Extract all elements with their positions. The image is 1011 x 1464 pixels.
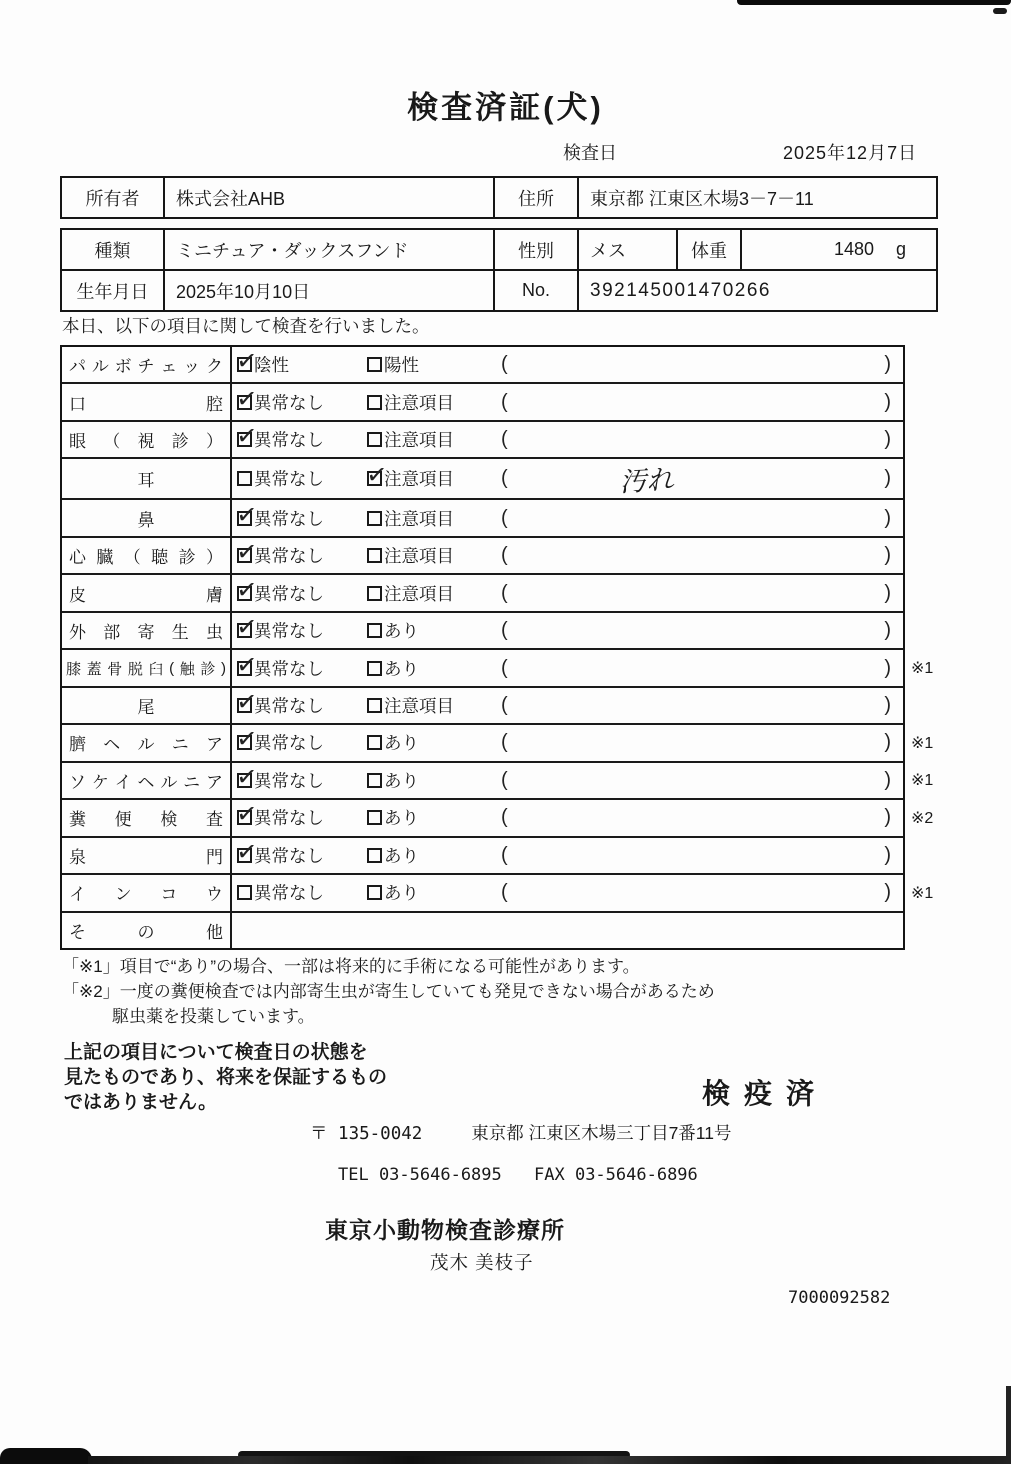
inspection-item-label: 臍 ヘ ル ニ ア: [62, 725, 232, 760]
inspection-item-label: 泉 門: [62, 838, 232, 873]
inspection-item-label: そ の 他: [62, 913, 232, 948]
inspection-row-body: [232, 575, 903, 610]
breed-value: ミニチュア・ダックスフンド: [165, 230, 495, 269]
checkbox-option: [362, 427, 497, 452]
weight-cell: [742, 230, 936, 269]
footnote-mark: ※2: [911, 809, 934, 827]
breed-label: 種類: [62, 230, 165, 269]
inspection-row: [62, 575, 903, 612]
handwritten-note: [458, 883, 834, 903]
handwritten-note: [458, 546, 834, 566]
owner-info-table: [60, 176, 938, 219]
checkbox-checked-icon: [234, 724, 259, 755]
checkbox-option: [362, 352, 497, 377]
handwritten-note: [458, 808, 834, 828]
checkbox-option: [232, 499, 362, 531]
inspection-item-label: 膝 蓋 骨 脱 臼 ( 触 診 ): [62, 650, 232, 685]
checkbox-option-label: 注意項目: [384, 546, 454, 567]
inspection-table: [60, 345, 934, 950]
handwritten-note: [458, 843, 834, 866]
close-paren: ): [884, 390, 891, 413]
sex-label: 性別: [495, 230, 579, 269]
inspection-row: [62, 613, 903, 650]
checkbox-option: [232, 649, 362, 681]
checkbox-option-label: あり: [384, 883, 419, 904]
close-paren: ): [884, 693, 891, 716]
checkbox-unchecked-icon: [367, 548, 382, 563]
handwritten-check-icon: ✓: [234, 537, 259, 568]
checkbox-option: [232, 421, 362, 452]
inspection-row: [62, 838, 903, 875]
handwritten-check-icon: ✓: [234, 762, 259, 793]
checkbox-checked-icon: [234, 837, 259, 868]
open-paren: (: [501, 581, 508, 604]
checkbox-unchecked-icon: [367, 698, 382, 713]
open-paren: (: [501, 843, 508, 866]
close-paren: ): [884, 843, 891, 866]
checkbox-option: [362, 880, 497, 905]
open-paren: (: [501, 544, 508, 567]
checkbox-checked-icon: [234, 574, 259, 605]
open-paren: (: [501, 390, 508, 413]
address-value: 東京都 江東区木場3－7－11: [590, 188, 814, 209]
checkbox-option-label: あり: [384, 621, 419, 642]
open-paren: (: [501, 353, 508, 376]
checkbox-option-label: 異常なし: [254, 508, 324, 529]
handwritten-note: [458, 430, 834, 450]
checkbox-option: [232, 383, 362, 415]
close-paren: ): [884, 881, 891, 904]
inspection-item-label: イ ン コ ウ: [62, 875, 232, 910]
inspection-row-body: [232, 384, 903, 419]
inspection-row-body: [232, 763, 903, 798]
checkbox-option: [232, 724, 362, 755]
pet-info-table: [60, 228, 938, 312]
footnote-mark: ※1: [911, 660, 934, 678]
inspection-row: [62, 799, 934, 837]
inspection-row: [62, 649, 934, 687]
remarks-field: [497, 582, 903, 605]
checkbox-option-label: 異常なし: [254, 392, 324, 413]
inspection-item-label: 眼 （ 視 診 ）: [62, 422, 232, 457]
open-paren: (: [501, 731, 508, 754]
open-paren: (: [501, 881, 508, 904]
checkbox-unchecked-icon: [367, 848, 382, 863]
checkbox-checked-icon: [234, 649, 259, 680]
handwritten-check-icon: ✓: [234, 574, 259, 605]
scan-artifact-top-edge: [737, 0, 1011, 5]
remarks-field: [497, 428, 903, 451]
remarks-field: [497, 459, 903, 498]
handwritten-check-icon: ✓: [234, 799, 259, 830]
remarks-field: [497, 769, 903, 792]
inspection-row-body: [232, 875, 903, 910]
inspection-row: [62, 724, 934, 762]
remarks-field: [497, 507, 903, 530]
weight-unit: g: [895, 239, 906, 259]
handwritten-check-icon: ✓: [234, 724, 259, 755]
checkbox-checked-icon: [364, 460, 389, 491]
checkbox-unchecked-icon: [367, 810, 382, 825]
remarks-field: [497, 731, 903, 754]
handwritten-note: [458, 355, 834, 375]
inspection-row-body: [232, 838, 903, 873]
handwritten-note: 汚れ: [618, 465, 674, 499]
owner-value: 株式会社AHB: [165, 178, 495, 217]
footnotes-block: [62, 954, 715, 1029]
checkbox-option-label: 異常なし: [254, 583, 324, 604]
checkbox-checked-icon: [234, 346, 259, 377]
postal-code: 〒 135-0042: [310, 1124, 423, 1144]
inspection-row-body: [232, 347, 903, 382]
open-paren: (: [501, 693, 508, 716]
handwritten-check-icon: ✓: [234, 649, 259, 680]
checkbox-option-label: 注意項目: [384, 392, 454, 413]
checkbox-option-label: 陽性: [384, 355, 419, 376]
footnote-mark: ※1: [911, 734, 934, 752]
handwritten-note: [458, 508, 834, 528]
checkbox-option: [362, 843, 497, 868]
handwritten-note: [458, 658, 834, 678]
open-paren: (: [501, 656, 508, 679]
inspection-row: [62, 500, 903, 537]
weight-label: 体重: [678, 230, 742, 269]
birthdate-value: 2025年10月10日: [165, 271, 495, 310]
inspection-row-body: [232, 913, 903, 948]
checkbox-option: [232, 799, 362, 830]
weight-value: 1480: [833, 239, 874, 259]
checkbox-option-label: 異常なし: [254, 770, 324, 791]
close-paren: ): [884, 467, 891, 490]
disclaimer-block: [64, 1040, 387, 1115]
close-paren: ): [884, 731, 891, 754]
checkbox-checked-icon: [234, 383, 259, 414]
checkbox-option: [232, 537, 362, 568]
close-paren: ): [884, 619, 891, 642]
examiner-name: 茂木 美枝子: [430, 1252, 534, 1273]
remarks-field: [497, 353, 903, 376]
checkbox-checked-icon: [234, 612, 259, 643]
handwritten-check-icon: ✓: [234, 837, 259, 868]
scan-artifact-right-edge: [1006, 1386, 1011, 1464]
checkbox-option-label: あり: [384, 845, 419, 866]
inspection-item-label: 鼻: [62, 500, 232, 535]
checkbox-option-label: 異常なし: [254, 808, 324, 829]
checkbox-unchecked-icon: [237, 885, 252, 900]
checkbox-checked-icon: [234, 421, 259, 452]
checkbox-unchecked-icon: [367, 586, 382, 601]
close-paren: ): [884, 806, 891, 829]
checkbox-checked-icon: [234, 687, 259, 718]
remarks-field: [497, 544, 903, 567]
open-paren: (: [501, 806, 508, 829]
inspection-row-body: [232, 800, 903, 835]
handwritten-note: [458, 733, 834, 753]
inspection-row-body: [232, 688, 903, 723]
handwritten-check-icon: ✓: [234, 421, 259, 452]
inspection-row: [62, 762, 934, 800]
remarks-field: [497, 657, 903, 680]
inspection-date-value: 2025年12月7日: [783, 143, 918, 163]
handwritten-check-icon: ✓: [234, 499, 259, 530]
handwritten-check-icon: ✓: [364, 460, 389, 491]
checkbox-checked-icon: [234, 762, 259, 793]
scan-artifact-bottom-left: [0, 1448, 92, 1464]
checkbox-option-label: 異常なし: [254, 658, 324, 679]
checkbox-option-label: 注意項目: [384, 469, 454, 490]
tel-fax-line: [338, 1165, 698, 1185]
quarantine-passed-stamp: 検疫済: [702, 1078, 829, 1109]
inspection-row: [62, 459, 903, 500]
checkbox-option-label: 異常なし: [254, 430, 324, 451]
handwritten-note: [458, 693, 834, 716]
checkbox-option: [362, 581, 497, 606]
checkbox-option: [362, 805, 497, 830]
checkbox-option-label: 注意項目: [384, 508, 454, 529]
checkbox-option-label: 異常なし: [254, 883, 324, 904]
open-paren: (: [501, 506, 508, 529]
checkbox-option: [362, 693, 497, 718]
checkbox-option-label: 異常なし: [254, 845, 324, 866]
microchip-no-value: 392145001470266: [590, 279, 772, 301]
inspection-row: [62, 913, 903, 948]
disclaimer-line-2: 見たものであり、将来を保証するもの: [64, 1067, 388, 1088]
footnote-mark: ※1: [911, 772, 934, 790]
remarks-field: [497, 806, 903, 829]
scan-artifact-bottom-edge: [88, 1456, 1011, 1464]
checkbox-unchecked-icon: [367, 432, 382, 447]
checkbox-option-label: あり: [384, 770, 419, 791]
close-paren: ): [884, 768, 891, 791]
clinic-address-line: [310, 1120, 731, 1145]
sex-value: メス: [579, 230, 678, 269]
close-paren: ): [884, 353, 891, 376]
handwritten-check-icon: ✓: [234, 612, 259, 643]
inspection-item-label: 心 臓 （ 聴 診 ）: [62, 538, 232, 573]
inspection-row: [62, 384, 903, 421]
checkbox-option: [232, 574, 362, 606]
handwritten-check-icon: ✓: [234, 346, 259, 377]
address-label: 住所: [495, 178, 579, 217]
checkbox-option-label: 異常なし: [254, 621, 324, 642]
inspection-item-label: 尾: [62, 688, 232, 723]
checkbox-unchecked-icon: [367, 395, 382, 410]
fax-number: FAX 03-5646-6896: [534, 1165, 698, 1185]
inspection-item-label: 皮 膚: [62, 575, 232, 610]
checkbox-option: [232, 837, 362, 868]
disclaimer-line-1: 上記の項目について検査日の状態を: [64, 1042, 368, 1063]
checkbox-unchecked-icon: [367, 623, 382, 638]
inspection-row-body: [232, 500, 903, 535]
close-paren: ): [884, 506, 891, 529]
remarks-field: [497, 844, 903, 867]
inspection-row-body: [232, 613, 903, 648]
inspection-date-label: 検査日: [563, 143, 617, 163]
checkbox-option-label: あり: [384, 658, 419, 679]
checkbox-option-label: あり: [384, 733, 419, 754]
checkbox-option: [232, 762, 362, 793]
checkbox-option-label: 注意項目: [384, 695, 454, 716]
inspection-item-label: 外 部 寄 生 虫: [62, 613, 232, 648]
checkbox-option: [232, 687, 362, 718]
owner-label: 所有者: [62, 178, 165, 217]
checkbox-option-label: 異常なし: [254, 733, 324, 754]
checkbox-checked-icon: [234, 799, 259, 830]
checkbox-unchecked-icon: [367, 357, 382, 372]
inspection-row-body: [232, 538, 903, 573]
checkbox-option: [232, 880, 362, 905]
inspection-row-body: [232, 725, 903, 760]
checkbox-unchecked-icon: [367, 661, 382, 676]
checkbox-option-label: 異常なし: [254, 546, 324, 567]
footnote-1: 「※1」項目で“あり”の場合、一部は将来的に手術になる可能性があります。: [62, 957, 640, 976]
checkbox-option: [362, 506, 497, 531]
checkbox-option: [362, 543, 497, 568]
checkbox-unchecked-icon: [367, 885, 382, 900]
inspection-item-label: パ ル ボ チ ェ ッ ク: [62, 347, 232, 382]
inspection-row-body: [232, 650, 903, 685]
pet-info-row-1: [62, 230, 936, 271]
handwritten-check-icon: ✓: [234, 383, 259, 414]
inspection-item-label: 糞 便 検 査: [62, 800, 232, 835]
open-paren: (: [501, 619, 508, 642]
handwritten-note: [458, 583, 834, 603]
open-paren: (: [501, 768, 508, 791]
checkbox-option: [362, 656, 497, 681]
document-title: 検査済証(犬): [407, 90, 604, 125]
remarks-field: [497, 391, 903, 414]
inspection-row: [62, 875, 934, 912]
inspection-date-row: [0, 139, 1011, 163]
handwritten-note: [458, 392, 834, 412]
scan-artifact-top-corner: [993, 8, 1007, 14]
inspection-row: [62, 347, 903, 384]
inspection-item-label: ソ ケ イ ヘ ル ニ ア: [62, 763, 232, 798]
checkbox-option-label: 異常なし: [254, 469, 324, 490]
checkbox-option: [362, 730, 497, 755]
inspection-row-body: [232, 459, 903, 498]
checkbox-checked-icon: [234, 537, 259, 568]
open-paren: (: [501, 428, 508, 451]
inspection-item-label: 口 腔: [62, 384, 232, 419]
remarks-field: [497, 619, 903, 642]
checkbox-option: [232, 612, 362, 643]
inspection-row: [62, 688, 903, 725]
pet-info-row-2: [62, 271, 936, 310]
checkbox-option: [232, 466, 362, 491]
close-paren: ): [884, 428, 891, 451]
checkbox-option-label: あり: [384, 808, 419, 829]
checkbox-unchecked-icon: [367, 511, 382, 526]
checkbox-unchecked-icon: [237, 471, 252, 486]
footnote-2: 「※2」一度の糞便検査では内部寄生虫が寄生していても発見できない場合があるため: [62, 982, 715, 1001]
checkbox-unchecked-icon: [367, 735, 382, 750]
clinic-address: 東京都 江東区木場三丁目7番11号: [471, 1123, 732, 1143]
handwritten-note: [458, 768, 834, 791]
checkbox-option: [232, 346, 362, 377]
tel-number: TEL 03-5646-6895: [338, 1165, 502, 1185]
checkbox-option: [362, 390, 497, 415]
remarks-field: [497, 694, 903, 717]
microchip-no-label: No.: [495, 271, 579, 310]
checkbox-checked-icon: [234, 499, 259, 530]
open-paren: (: [501, 467, 508, 490]
checkbox-option: [362, 768, 497, 793]
inspection-item-label: 耳: [62, 459, 232, 498]
handwritten-note: [458, 621, 834, 641]
clinic-name: 東京小動物検査診療所: [325, 1217, 565, 1243]
close-paren: ): [884, 544, 891, 567]
checkbox-option: [362, 618, 497, 643]
footnote-2-continued: 駆虫薬を投薬しています。: [112, 1007, 315, 1026]
handwritten-check-icon: ✓: [234, 687, 259, 718]
checkbox-option-label: 陰性: [254, 355, 289, 376]
checkbox-unchecked-icon: [367, 773, 382, 788]
inspection-row: [62, 538, 903, 575]
remarks-field: [497, 881, 903, 904]
disclaimer-line-3: ではありません。: [64, 1092, 218, 1113]
checkbox-option-label: 異常なし: [254, 695, 324, 716]
checkbox-option-label: 注意項目: [384, 583, 454, 604]
close-paren: ): [884, 656, 891, 679]
examination-statement: 本日、以下の項目に関して検査を行いました。: [62, 316, 430, 336]
footnote-mark: ※1: [911, 884, 934, 902]
serial-number: 7000092582: [788, 1288, 891, 1308]
checkbox-option-label: 注意項目: [384, 430, 454, 451]
birthdate-label: 生年月日: [62, 271, 165, 310]
close-paren: ): [884, 581, 891, 604]
